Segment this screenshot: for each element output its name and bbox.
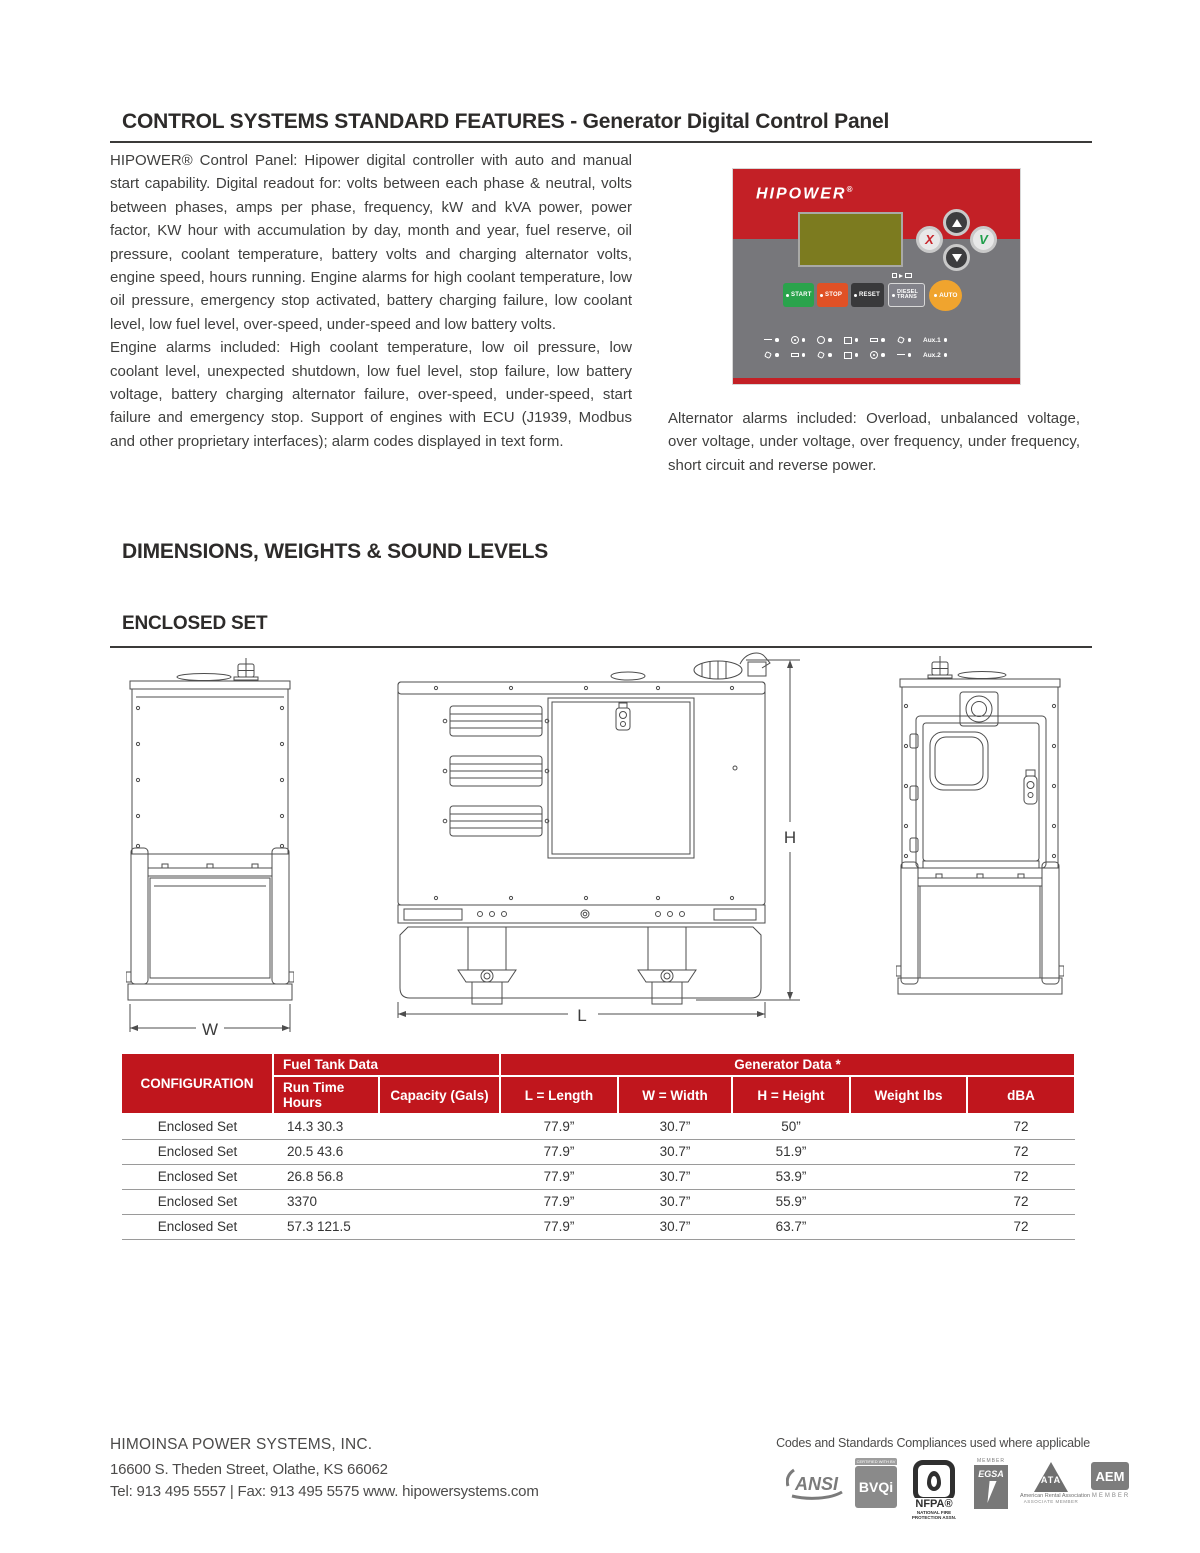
company-contact: Tel: 913 495 5557 | Fax: 913 495 5575 www. hipowersystems.com bbox=[110, 1483, 539, 1500]
overspeed-icon bbox=[897, 336, 905, 344]
codes-note: Codes and Standards Compliances used where applicable bbox=[776, 1436, 1090, 1450]
led-icon bbox=[908, 353, 912, 357]
cell-run-time-hours: 26.8 56.8 bbox=[273, 1164, 379, 1189]
rpm-icon bbox=[791, 336, 799, 344]
nav-down-button bbox=[943, 244, 970, 271]
paragraph-control-panel: HIPOWER® Control Panel: Hipower digital controller with auto and manual start capability. Digital readout for: volts between each phase & neutral, volts between phases, amps per phase, frequency, kW and kVA power, power factor, KW hour with accumulation by day, month and year, fuel reserve, oil pressure, coolant temperature, battery volts and charging alternator volts, engine speed, hours running. Engine alarms for high coolant temperature, low oil pressure, emergency stop activated, battery charging failure, low coolant level, low fuel level, over-speed, under-speed and low battery volts. bbox=[110, 152, 632, 333]
dimensions-table bbox=[122, 1052, 1076, 1240]
side-view-drawing bbox=[396, 650, 816, 1025]
header-length: L = Length bbox=[500, 1076, 618, 1114]
cell-height: 50” bbox=[732, 1114, 850, 1139]
bvqi-certified-bar: CERTIFIED WITH BV bbox=[856, 1459, 896, 1464]
cell-length: 77.9” bbox=[500, 1139, 618, 1164]
header-capacity: Capacity (Gals) bbox=[379, 1076, 500, 1114]
flame-icon bbox=[927, 1471, 941, 1491]
nfpa-flame-box bbox=[913, 1460, 955, 1502]
table-row bbox=[122, 1189, 1075, 1214]
cell-length: 77.9” bbox=[500, 1214, 618, 1239]
cell-height: 51.9” bbox=[732, 1139, 850, 1164]
company-name: HIMOINSA POWER SYSTEMS, INC. bbox=[110, 1436, 373, 1453]
paragraph-engine-alarms: Engine alarms included: High coolant temperature, low oil pressure, low coolant level, unexpected shutdown, low fuel level, stop failure, low battery voltage, battery charging alternator failure, over-speed, under-speed, start failure and emergency stop. Support of engines with ECU (J1939, Modbus and other proprietary interfaces); alarm codes displayed in text form. bbox=[110, 339, 632, 450]
auto-label: AUTO bbox=[939, 292, 958, 299]
header-generator-group: Generator Data * bbox=[500, 1053, 1075, 1076]
table-row bbox=[122, 1214, 1075, 1239]
cell-capacity-gals bbox=[379, 1214, 500, 1239]
cell-length: 77.9” bbox=[500, 1114, 618, 1139]
cell-capacity-gals bbox=[379, 1189, 500, 1214]
nfpa-label: NFPA® bbox=[906, 1498, 962, 1510]
nav-confirm-button bbox=[970, 226, 997, 253]
table-row bbox=[122, 1164, 1075, 1189]
certification-logos bbox=[786, 1458, 1131, 1520]
led-icon bbox=[908, 338, 912, 342]
cell-dba: 72 bbox=[967, 1114, 1075, 1139]
lightning-bolt-icon bbox=[982, 1481, 996, 1503]
cell-dba: 72 bbox=[967, 1164, 1075, 1189]
aux1-label: Aux.1 bbox=[923, 336, 941, 344]
egsa-logo bbox=[971, 1458, 1011, 1509]
led-icon bbox=[881, 338, 885, 342]
alternator-description bbox=[668, 407, 1080, 477]
title-divider bbox=[110, 141, 1092, 143]
front-view-drawing bbox=[126, 656, 294, 1046]
cell-capacity-gals bbox=[379, 1114, 500, 1139]
cell-capacity-gals bbox=[379, 1164, 500, 1189]
oil-pressure-icon bbox=[764, 351, 772, 359]
led-icon bbox=[944, 338, 948, 342]
header-height: H = Height bbox=[732, 1076, 850, 1114]
ansi-logo bbox=[786, 1466, 846, 1505]
led-icon bbox=[881, 353, 885, 357]
header-width: W = Width bbox=[618, 1076, 732, 1114]
ara-label: American Rental Association bbox=[1020, 1493, 1091, 1499]
cell-weight-lbs bbox=[850, 1164, 967, 1189]
charging-icon bbox=[870, 351, 878, 359]
aux2-label: Aux.2 bbox=[923, 351, 941, 359]
header-dba: dBA bbox=[967, 1076, 1075, 1114]
fuel-level-indicator bbox=[844, 350, 871, 360]
x-icon: X bbox=[925, 232, 934, 247]
cell-height: 55.9” bbox=[732, 1189, 850, 1214]
cell-run-time-hours: 20.5 43.6 bbox=[273, 1139, 379, 1164]
led-icon bbox=[855, 353, 859, 357]
led-icon bbox=[802, 338, 806, 342]
bvqi-logo bbox=[855, 1458, 897, 1508]
cell-height: 63.7” bbox=[732, 1214, 850, 1239]
nfpa-subtitle: NATIONAL FIRE PROTECTION ASSN. bbox=[911, 1510, 957, 1520]
cell-capacity-gals bbox=[379, 1139, 500, 1164]
footer-company-block bbox=[110, 1436, 539, 1503]
table-row bbox=[122, 1139, 1075, 1164]
cell-configuration: Enclosed Set bbox=[122, 1189, 273, 1214]
ansi-label: ANSI bbox=[795, 1474, 839, 1494]
lcd-screen bbox=[798, 212, 903, 267]
battery-icon bbox=[791, 351, 799, 359]
reset-button bbox=[851, 283, 884, 307]
company-address: 16600 S. Theden Street, Olathe, KS 66062 bbox=[110, 1461, 388, 1478]
alternator-icon bbox=[817, 336, 825, 344]
indicator-grid bbox=[764, 335, 950, 360]
ground-icon bbox=[870, 336, 878, 344]
diesel-trans-label: DIESEL TRANS bbox=[897, 288, 918, 300]
led-icon bbox=[775, 353, 779, 357]
aem-logo bbox=[1091, 1462, 1131, 1499]
lock-to-pump-icon bbox=[892, 273, 912, 278]
aem-label: AEM bbox=[1091, 1462, 1129, 1490]
aux1-indicator bbox=[923, 335, 950, 345]
control-description bbox=[110, 149, 632, 453]
stop-button bbox=[817, 283, 848, 307]
oil-pressure-indicator bbox=[764, 350, 791, 360]
auto-button bbox=[929, 280, 962, 311]
led-icon bbox=[828, 338, 832, 342]
ara-triangle-icon bbox=[1034, 1462, 1068, 1492]
header-weight: Weight lbs bbox=[850, 1076, 967, 1114]
egsa-box bbox=[974, 1465, 1008, 1509]
cell-dba: 72 bbox=[967, 1189, 1075, 1214]
section1-title: CONTROL SYSTEMS STANDARD FEATURES - Generator Digital Control Panel bbox=[122, 110, 890, 133]
cell-dba: 72 bbox=[967, 1214, 1075, 1239]
coolant-temp-indicator bbox=[764, 335, 791, 345]
ara-subtitle: ASSOCIATE MEMBER bbox=[1023, 1499, 1079, 1504]
cell-run-time-hours: 14.3 30.3 bbox=[273, 1114, 379, 1139]
control-panel-image bbox=[733, 169, 1020, 384]
coolant-temp-icon bbox=[764, 336, 772, 344]
led-icon bbox=[854, 294, 857, 297]
header-configuration: CONFIGURATION bbox=[122, 1053, 273, 1114]
section3-title: ENCLOSED SET bbox=[122, 613, 268, 634]
cell-configuration: Enclosed Set bbox=[122, 1114, 273, 1139]
belt-icon bbox=[817, 351, 825, 359]
hipower-logo: HIPOWER® bbox=[756, 185, 853, 203]
bvqi-label: BVQi bbox=[855, 1466, 897, 1508]
cell-width: 30.7” bbox=[618, 1114, 732, 1139]
cell-weight-lbs bbox=[850, 1139, 967, 1164]
registered-mark: ® bbox=[846, 185, 853, 194]
led-icon bbox=[775, 338, 779, 342]
start-label: START bbox=[791, 292, 812, 298]
cell-configuration: Enclosed Set bbox=[122, 1164, 273, 1189]
paragraph-alternator-alarms: Alternator alarms included: Overload, unbalanced voltage, over voltage, under voltage, over frequency, under frequency, short circuit and reverse power. bbox=[668, 410, 1080, 474]
stop-label: STOP bbox=[825, 292, 843, 298]
section2-title: DIMENSIONS, WEIGHTS & SOUND LEVELS bbox=[122, 540, 549, 563]
cell-configuration: Enclosed Set bbox=[122, 1139, 273, 1164]
fuel-tank-icon bbox=[844, 351, 852, 359]
check-icon: V bbox=[979, 232, 988, 247]
cell-length: 77.9” bbox=[500, 1189, 618, 1214]
cell-height: 53.9” bbox=[732, 1164, 850, 1189]
alternator-indicator bbox=[817, 335, 844, 345]
cell-width: 30.7” bbox=[618, 1164, 732, 1189]
rear-view-drawing bbox=[896, 656, 1064, 1006]
cell-width: 30.7” bbox=[618, 1139, 732, 1164]
table-row bbox=[122, 1114, 1075, 1139]
nav-up-button bbox=[943, 209, 970, 236]
cell-weight-lbs bbox=[850, 1114, 967, 1139]
battery-indicator bbox=[791, 350, 818, 360]
led-icon bbox=[828, 353, 832, 357]
belt-indicator bbox=[817, 350, 844, 360]
cell-dba: 72 bbox=[967, 1139, 1075, 1164]
led-icon bbox=[934, 294, 938, 298]
nav-cancel-button bbox=[916, 226, 943, 253]
reset-label: RESET bbox=[859, 292, 881, 298]
cell-run-time-hours: 3370 bbox=[273, 1189, 379, 1214]
led-icon bbox=[855, 338, 859, 342]
ara-logo bbox=[1020, 1462, 1091, 1504]
ground-indicator bbox=[870, 335, 897, 345]
cell-width: 30.7” bbox=[618, 1214, 732, 1239]
leak-icon bbox=[897, 351, 905, 359]
cell-weight-lbs bbox=[850, 1189, 967, 1214]
diesel-trans-button bbox=[888, 283, 925, 307]
header-run-time: Run Time Hours bbox=[273, 1076, 379, 1114]
header-fuel-tank-group: Fuel Tank Data bbox=[273, 1053, 500, 1076]
led-icon bbox=[802, 353, 806, 357]
nfpa-logo bbox=[906, 1460, 962, 1520]
leak-indicator bbox=[897, 350, 924, 360]
overspeed-indicator bbox=[897, 335, 924, 345]
egsa-member-label: MEMBER bbox=[977, 1458, 1005, 1464]
cell-length: 77.9” bbox=[500, 1164, 618, 1189]
dimension-w-label: W bbox=[201, 1020, 219, 1039]
panel-red-footer bbox=[733, 378, 1020, 384]
dimension-l-label: L bbox=[577, 1006, 587, 1025]
led-icon bbox=[892, 294, 895, 297]
fuel-pump-indicator bbox=[844, 335, 871, 345]
cell-configuration: Enclosed Set bbox=[122, 1214, 273, 1239]
arrow-up-icon bbox=[952, 219, 962, 227]
rpm-indicator bbox=[791, 335, 818, 345]
cell-width: 30.7” bbox=[618, 1189, 732, 1214]
arrow-down-icon bbox=[952, 254, 962, 262]
cell-weight-lbs bbox=[850, 1214, 967, 1239]
fuel-pump-icon bbox=[844, 336, 852, 344]
cell-run-time-hours: 57.3 121.5 bbox=[273, 1214, 379, 1239]
led-icon bbox=[820, 294, 823, 297]
led-icon bbox=[786, 294, 789, 297]
aem-member-label: MEMBER bbox=[1091, 1493, 1131, 1499]
egsa-label: EGSA bbox=[978, 1469, 1004, 1479]
section-divider bbox=[110, 646, 1092, 648]
dimension-h-label: H bbox=[783, 828, 797, 847]
led-icon bbox=[944, 353, 948, 357]
aux2-indicator bbox=[923, 350, 950, 360]
charging-indicator bbox=[870, 350, 897, 360]
start-button bbox=[783, 283, 814, 307]
